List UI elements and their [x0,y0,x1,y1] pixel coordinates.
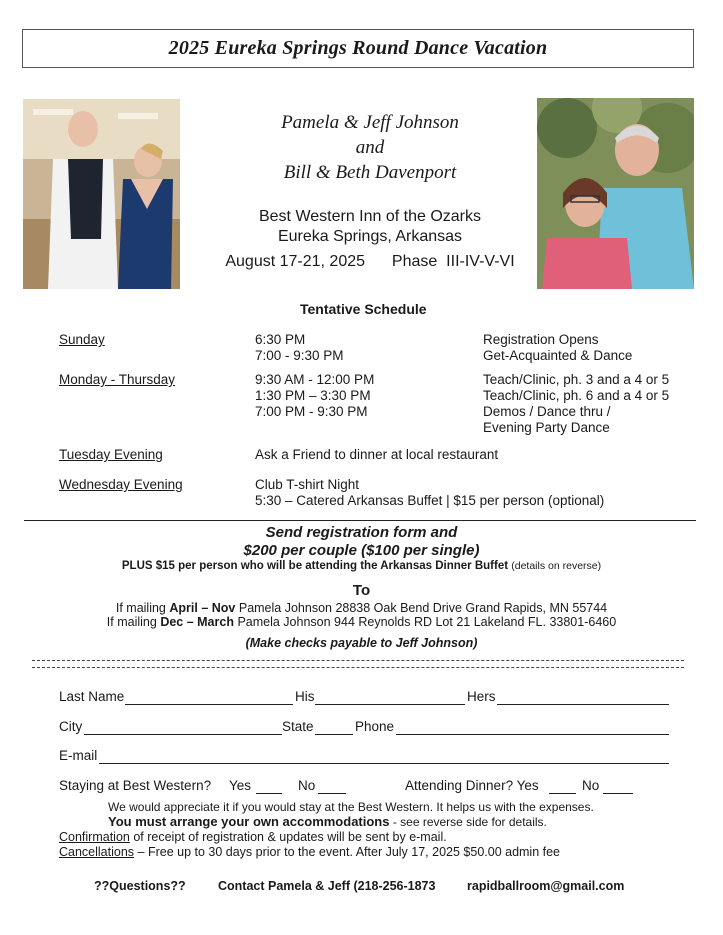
venue-city: Eureka Springs, Arkansas [277,228,463,245]
mailing-line-2 [0,615,723,629]
attending-yes-label: Yes [516,778,539,793]
plus-note: (details on reverse) [511,560,602,572]
event-item: Teach/Clinic, ph. 3 and a 4 or 5 [483,372,670,387]
sunday-times [255,332,344,364]
questions-label: ??Questions?? [94,879,186,893]
mailing-prefix: If mailing [106,615,157,629]
his-field[interactable] [315,690,465,705]
accommodations-rest: - see reverse side for details. [389,815,547,829]
time-slot: 7:00 PM - 9:30 PM [255,404,368,419]
couple-photo-left [23,99,180,289]
city-label: City [59,719,83,734]
time-slot: 9:30 AM - 12:00 PM [255,372,375,387]
attending-no-field[interactable] [603,779,633,794]
monthu-times [255,372,374,420]
day-wednesday-evening: Wednesday Evening [59,477,183,492]
confirmation-label: Confirmation [59,830,130,844]
venue-name: Best Western Inn of the Ozarks [258,208,482,225]
last-name-label: Last Name [59,689,125,704]
attending-no-label: No [582,778,600,793]
section-divider [24,520,696,521]
title-box [22,29,694,68]
mailing-address: Pamela Johnson 28838 Oak Bend Drive Grand Rapids, MN 55744 [238,601,608,615]
send-line-2: $200 per couple ($100 per single) [243,542,480,559]
attending-label [405,778,539,793]
day-monday-thursday: Monday - Thursday [59,372,176,387]
mailing-address: Pamela Johnson 944 Reynolds RD Lot 21 Lakeland FL. 33801-6460 [237,615,617,629]
cut-line [32,660,684,668]
mailing-months: Dec – March [160,615,234,629]
hers-field[interactable] [497,690,669,705]
staying-no-field[interactable] [318,779,346,794]
hosts-line-3: Bill & Beth Davenport [283,162,457,183]
couple-photo-right [537,98,694,289]
event-item: Evening Party Dance [483,420,610,435]
event-item: Teach/Clinic, ph. 6 and a 4 or 5 [483,388,670,403]
page-title: 2025 Eureka Springs Round Dance Vacation [168,37,548,59]
state-label: State [282,719,314,734]
staying-yes-field[interactable] [256,779,282,794]
cancellations-note [59,845,560,859]
contact-info: Contact Pamela & Jeff (218-256-1873 [218,879,436,893]
event-dates-phase [210,253,530,271]
confirmation-text: of receipt of registration & updates will be sent by e-mail. [129,830,447,844]
mailing-prefix: If mailing [115,601,166,615]
hosts-line-1: Pamela & Jeff Johnson [281,112,459,133]
payable-note: (Make checks payable to Jeff Johnson) [245,636,478,650]
state-field[interactable] [315,720,353,735]
last-name-field[interactable] [125,690,293,705]
day-tuesday-evening: Tuesday Evening [59,447,163,462]
mailing-line-1 [0,601,723,615]
event-item: Registration Opens [483,332,599,347]
to-label: To [352,582,371,599]
day-sunday: Sunday [59,332,105,347]
time-slot: 1:30 PM – 3:30 PM [255,388,371,403]
mailing-months: April – Nov [169,601,236,615]
attending-yes-field[interactable] [549,779,576,794]
appreciate-note: We would appreciate it if you would stay at the Best Western. It helps us with the expenses. [108,800,594,814]
wednesday-details [255,477,604,509]
his-label: His [295,689,315,704]
schedule-heading: Tentative Schedule [300,301,427,317]
send-line-1: Send registration form and [265,524,458,541]
accommodations-bold: You must arrange your own accommodations [108,814,390,829]
staying-label: Staying at Best Western? [59,778,212,793]
event-item: Demos / Dance thru / [483,404,611,419]
city-field[interactable] [84,720,282,735]
phone-field[interactable] [396,720,669,735]
hers-label: Hers [467,689,496,704]
time-slot: 6:30 PM [255,332,306,347]
sunday-events [483,332,632,364]
attending-question: Attending Dinner? [405,778,514,793]
tuesday-text: Ask a Friend to dinner at local restaurant [255,447,499,462]
phone-label: Phone [355,719,395,734]
plus-text: PLUS $15 per person who will be attending the Arkansas Dinner Buffet [121,560,509,572]
cancellations-label: Cancellations [59,845,135,859]
event-phase: Phase III-IV-V-VI [391,253,515,270]
contact-email[interactable]: rapidballroom@gmail.com [467,879,625,893]
email-field[interactable] [99,749,669,764]
staying-yes-label: Yes [229,778,252,793]
monthu-events [483,372,669,436]
wednesday-line-1: Club T-shirt Night [255,477,360,492]
cancellations-text: – Free up to 30 days prior to the event. After July 17, 2025 $50.00 admin fee [134,845,561,859]
event-item: Get-Acquainted & Dance [483,348,633,363]
time-slot: 7:00 - 9:30 PM [255,348,344,363]
email-label: E-mail [59,748,98,763]
event-dates: August 17-21, 2025 [225,253,366,270]
accommodations-note [108,814,547,829]
confirmation-note [59,830,447,844]
wednesday-line-2: 5:30 – Catered Arkansas Buffet | $15 per person (optional) [255,493,605,508]
staying-no-label: No [298,778,316,793]
hosts-line-2: and [355,137,385,158]
plus-line [0,560,723,572]
